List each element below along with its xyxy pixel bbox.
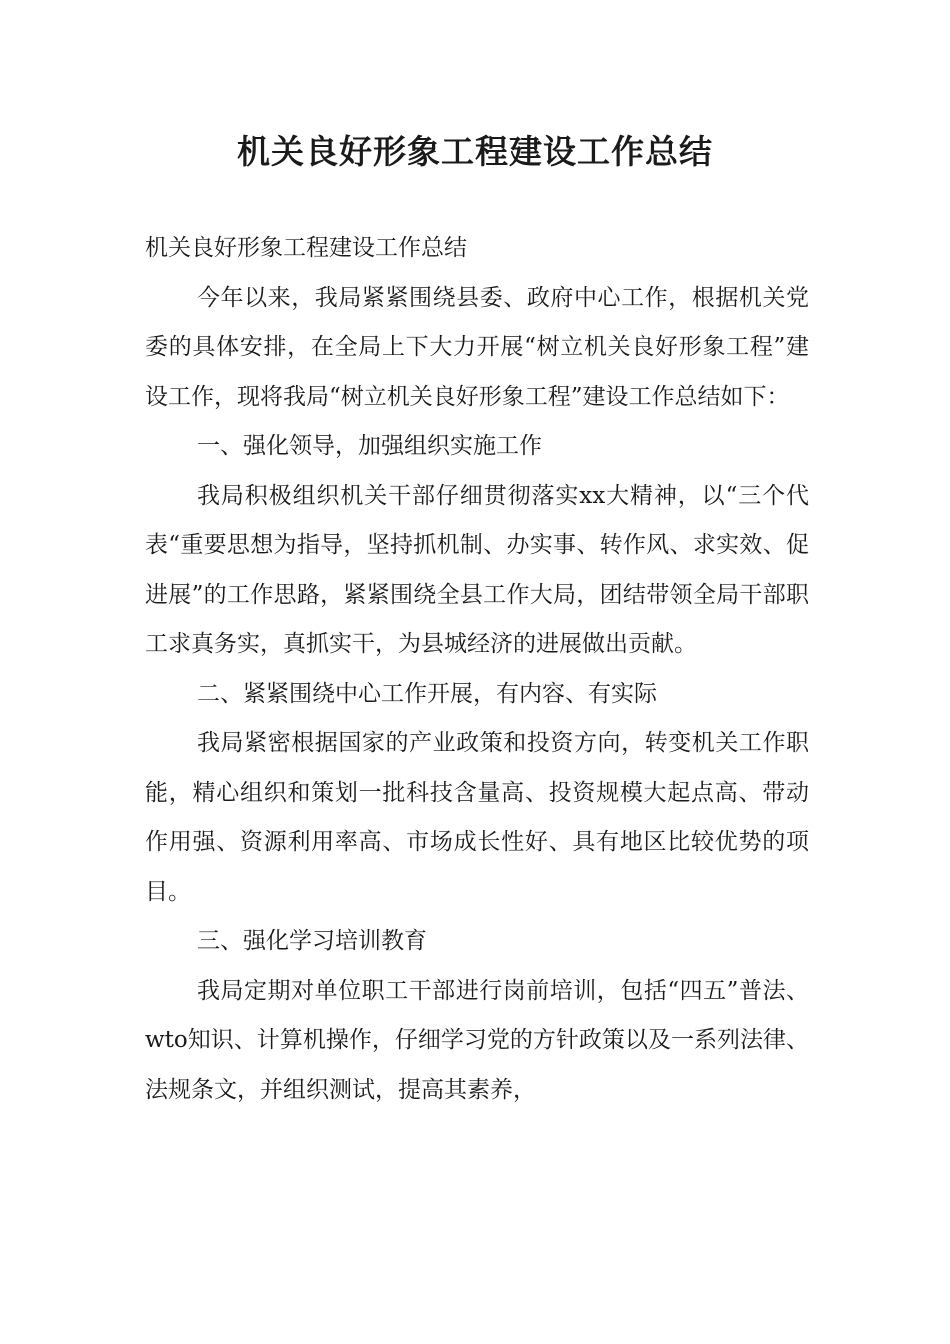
section-heading: 三、强化学习培训教育 bbox=[197, 928, 427, 954]
document-title: 机关良好形象工程建设工作总结 bbox=[237, 132, 713, 171]
paragraph: 我局定期对单位职工干部进行岗前培训，包括“四五”普法、wto知识、计算机操作，仔细学习党的方针政策以及一系列法律、法规条文，并组织测试，提高其素养， bbox=[145, 977, 809, 1103]
paragraph: 我局积极组织机关干部仔细贯彻落实xx大精神，以“三个代表“重要思想为指导，坚持抓机制、办实事、转作风、求实效、促进展”的工作思路，紧紧围绕全县工作大局，团结带领全局干部职工求真务实，真抓实干，为县城经济的进展做出贡献。 bbox=[145, 482, 809, 657]
section-heading: 二、紧紧围绕中心工作开展，有内容、有实际 bbox=[197, 680, 657, 707]
paragraph: 机关良好形象工程建设工作总结 bbox=[145, 235, 467, 261]
paragraph: 我局紧密根据国家的产业政策和投资方向，转变机关工作职能，精心组织和策划一批科技含量高、投资规模大起点高、带动作用强、资源利用率高、市场成长性好、具有地区比较优势的项目。 bbox=[145, 730, 809, 905]
paragraph: 今年以来，我局紧紧围绕县委、政府中心工作，根据机关党委的具体安排，在全局上下大力开展“树立机关良好形象工程”建设工作，现将我局“树立机关良好形象工程”建设工作总结如下： bbox=[145, 284, 809, 410]
section-heading: 一、强化领导，加强组织实施工作 bbox=[197, 433, 542, 459]
document-body bbox=[145, 224, 809, 1115]
